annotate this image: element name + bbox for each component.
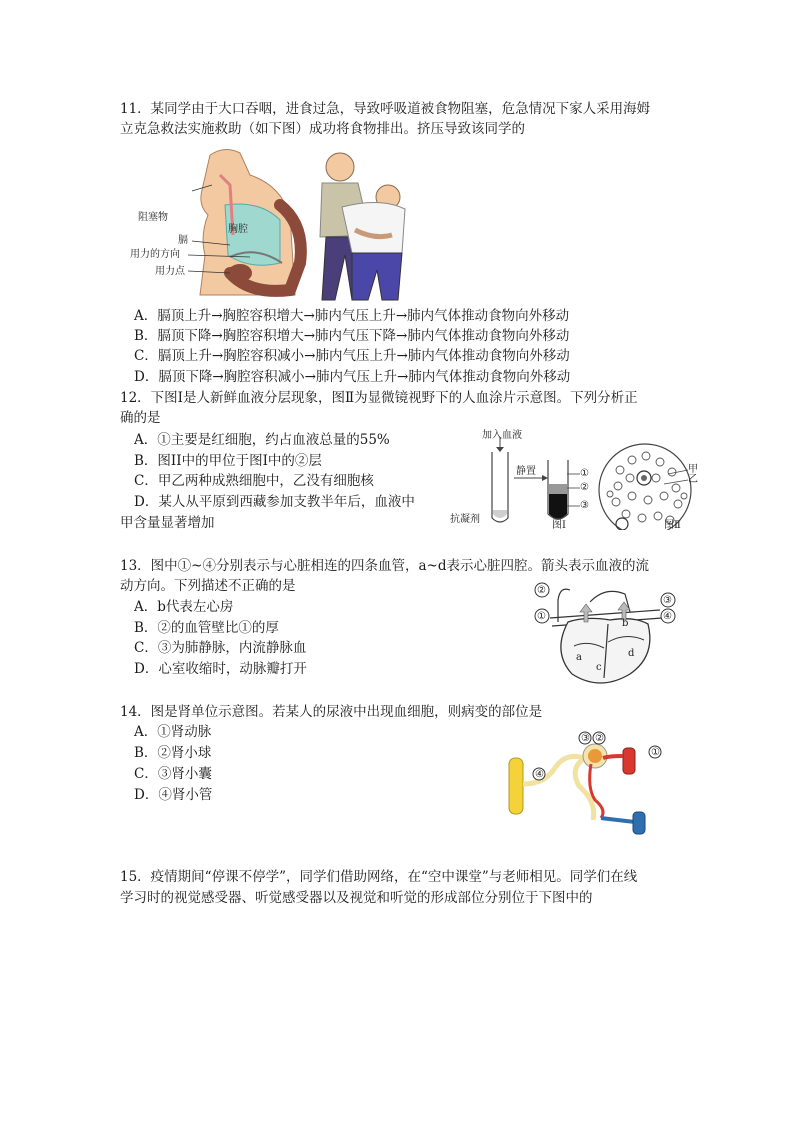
q13-option-d: D．心室收缩时，动脉瓣打开: [134, 661, 307, 677]
heart-illustration: [530, 582, 680, 690]
label-nephron-4: ④: [535, 769, 544, 780]
label-jia: 甲: [688, 464, 698, 475]
label-yi: 乙: [688, 474, 698, 485]
q11-option-c: C．膈顶上升→胸腔容积减小→肺内气压上升→肺内气体推动食物向外移动: [134, 348, 570, 364]
q14-option-c: C．③肾小囊: [134, 766, 212, 782]
label-nephron-3: ③: [581, 733, 590, 744]
heimlich-illustration: [130, 145, 420, 303]
q11-option-a: A．膈顶上升→胸腔容积增大→肺内气压上升→肺内气体推动食物向外移动: [134, 308, 570, 324]
label-vessel-1: ①: [537, 611, 546, 622]
q12-option-c: C．甲乙两种成熟细胞中，乙没有细胞核: [134, 473, 374, 489]
label-chamber-a: a: [576, 652, 582, 663]
q11-stem-line1: 11．某同学由于大口吞咽，进食过急，导致呼吸道被食物阻塞，危急情况下家人采用海姆: [120, 101, 651, 117]
label-vessel-4: ④: [663, 611, 672, 622]
label-nephron-1: ①: [651, 747, 660, 758]
q11-option-b: B．膈顶下降→胸腔容积增大→肺内气压下降→肺内气体推动食物向外移动: [134, 328, 570, 344]
label-chest: 胸腔: [228, 224, 248, 235]
nephron-illustration: [505, 728, 665, 836]
q12-stem-line1: 12．下图Ⅰ是人新鲜血液分层现象，图Ⅱ为显微镜视野下的人血涂片示意图。下列分析正: [120, 390, 638, 406]
label-force-point: 用力点: [155, 266, 185, 277]
heart-figure: [530, 582, 680, 690]
label-add-blood: 加入血液: [482, 430, 522, 441]
q14-option-a: A．①肾动脉: [134, 724, 212, 740]
q11-option-d: D．膈顶下降→胸腔容积减小→肺内气压上升→肺内气体推动食物向外移动: [134, 369, 571, 385]
label-layer3: ③: [580, 500, 589, 511]
label-chamber-b: b: [622, 618, 629, 629]
label-vessel-2: ②: [537, 585, 546, 596]
q12-option-b: B．图II中的甲位于图Ⅰ中的②层: [134, 453, 322, 469]
label-fig2: 图Ⅱ: [664, 520, 681, 531]
label-chamber-d: d: [628, 648, 635, 659]
q12-stem-line2: 确的是: [120, 410, 161, 426]
q13-option-a: A．b代表左心房: [134, 599, 234, 615]
label-fig1: 图Ⅰ: [552, 520, 566, 531]
label-nephron-2: ②: [595, 733, 604, 744]
q13-stem-line1: 13．图中①~④分别表示与心脏相连的四条血管，a~d表示心脏四腔。箭头表示血液的流: [120, 558, 649, 574]
q14-option-b: B．②肾小球: [134, 745, 212, 761]
blood-illustration: [450, 430, 700, 530]
label-diaphragm: 膈: [178, 235, 188, 246]
label-settle: 静置: [516, 466, 536, 477]
q11-stem-line2: 立克急救法实施救助（如下图）成功将食物排出。挤压导致该同学的: [120, 121, 525, 137]
label-anticoagulant: 抗凝剂: [450, 514, 480, 525]
label-force-direction: 用力的方向: [130, 249, 180, 260]
q13-stem-line2: 动方向。下列描述不正确的是: [120, 578, 296, 594]
q12-option-d: D．某人从平原到西藏参加支教半年后，血液中: [134, 494, 415, 510]
q12-option-d-continued: 甲含量显著增加: [120, 515, 215, 531]
q15-stem-line1: 15．疫情期间“停课不停学”，同学们借助网络，在“空中课堂”与老师相见。同学们在线: [120, 869, 638, 885]
q13-option-c: C．③为肺静脉，内流静脉血: [134, 640, 307, 656]
q15-stem-line2: 学习时的视觉感受器、听觉感受器以及视觉和听觉的形成部位分别位于下图中的: [120, 890, 593, 906]
label-blockage: 阻塞物: [138, 212, 168, 223]
heimlich-figure: [130, 145, 420, 303]
label-vessel-3: ③: [663, 595, 672, 606]
label-chamber-c: c: [596, 662, 602, 673]
q14-option-d: D．④肾小管: [134, 787, 213, 803]
label-layer2: ②: [580, 482, 589, 493]
q13-option-b: B．②的血管壁比①的厚: [134, 620, 279, 636]
nephron-figure: [505, 728, 665, 836]
q14-stem: 14．图是肾单位示意图。若某人的尿液中出现血细胞，则病变的部位是: [120, 704, 543, 720]
q12-option-a: A．①主要是红细胞，约占血液总量的55%: [134, 432, 390, 448]
blood-figure: [450, 430, 700, 530]
label-layer1: ①: [580, 468, 589, 479]
